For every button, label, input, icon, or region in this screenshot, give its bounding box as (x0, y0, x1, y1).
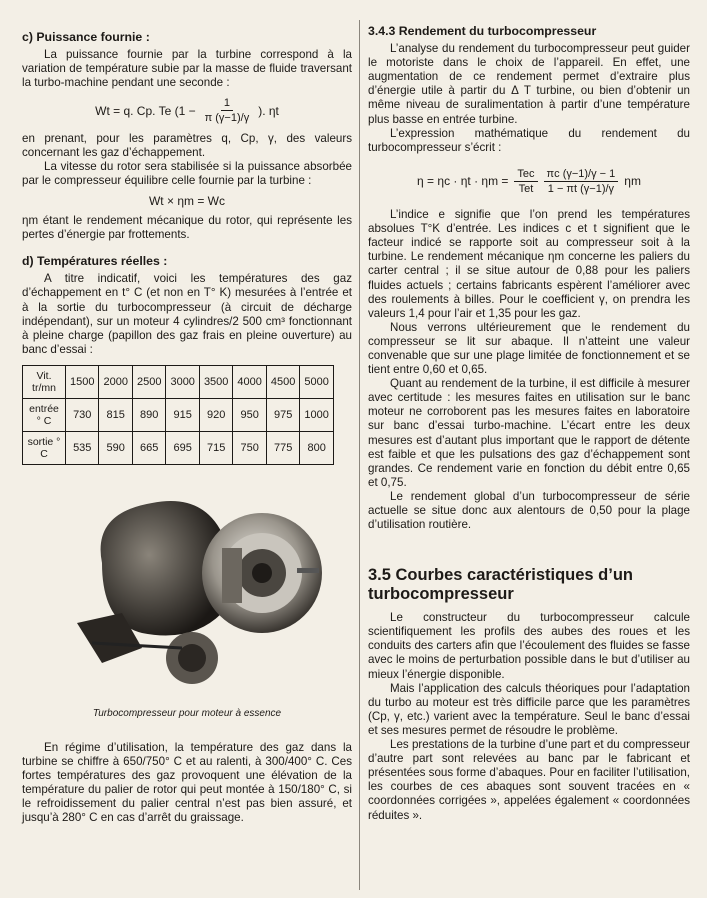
paragraph: Nous verrons ultérieurement que le rendement du compresseur se lit sur abaque. Il n’atteint une valeur convenable que sur une plage limitée de fonctionnement et se tient entre 0,60 et 0,65. (368, 320, 690, 377)
table-cell: 775 (266, 431, 299, 464)
right-column (368, 22, 690, 823)
table-cell: 915 (166, 398, 199, 431)
formula-numerator: πc (γ−1)/γ − 1 (544, 167, 619, 182)
paragraph: L’indice e signifie que l’on prend les températures absolues T°K d’entrée. Les indices c et t signifient que le facteur indicé se rapporte soit au compresseur soit à la turbine. Le rendement mécanique ηm concerne les paliers du carter central ; il se situe autour de 0,88 pour les paliers fluides actuels ; certains fabricants espèrent l’améliorer avec des roulements à billes. Pour le coefficient γ, on prendra les valeurs 1,4 pour l’air et 1,35 pour les gaz. (368, 208, 690, 320)
table-cell: 4000 (233, 365, 266, 398)
table-cell: 750 (233, 431, 266, 464)
turbocharger-photo (72, 473, 322, 703)
formula-fraction (202, 96, 253, 125)
paragraph: L’expression mathématique du rendement du turbocompresseur s’écrit : (368, 126, 690, 154)
paragraph: Les prestations de la turbine d’une part et du compresseur d’autre part sont relevées au banc par le fabricant et présentées sous forme d’abaques. Pour en faciliter l’utilisation, les courbes de ces abaques sont souvent tracées en « coordonnées corrigées », appelées également « coordonnées réduites ». (368, 738, 690, 822)
table-cell: 800 (300, 431, 333, 464)
table-cell: 665 (132, 431, 165, 464)
table-cell: 815 (99, 398, 132, 431)
table-cell: 2500 (132, 365, 165, 398)
paragraph: Le rendement global d’un turbocompresseur de série actuelle se situe donc aux alentours de 0,50 pour la plage d’utilisation routière. (368, 489, 690, 532)
table-cell: 695 (166, 431, 199, 464)
formula-fraction-temp (514, 167, 537, 196)
heading-temperatures: d) Températures réelles : (22, 254, 168, 269)
table-cell: 535 (66, 431, 99, 464)
formula-denominator: Tet (518, 182, 534, 195)
table-header-label: Vit. tr/mn (23, 365, 66, 398)
table-row-label: entrée ° C (23, 398, 66, 431)
table-row (23, 365, 334, 398)
temperature-table (22, 365, 334, 465)
table-cell: 950 (233, 398, 266, 431)
paragraph: La puissance fournie par la turbine correspond à la variation de température subie par la masse de fluide traversant la turbo-machine pendant une seconde : (22, 48, 352, 90)
paragraph: Le constructeur du turbocompresseur calcule scientifiquement les profils des aubes des roues et les conduits des carters afin que l’écoulement des fluides se fasse avec le moins de perturbation possible dans le but d’utiliser au mieux l’énergie disponible. (368, 611, 690, 681)
formula-denominator: 1 − πt (γ−1)/γ (547, 182, 615, 195)
formula-numerator: 1 (221, 96, 233, 111)
table-row (23, 398, 334, 431)
formula-balance: Wt × ηm = Wc (148, 193, 225, 208)
formula-efficiency (368, 167, 690, 196)
table-cell: 5000 (300, 365, 333, 398)
table-cell: 2000 (99, 365, 132, 398)
heading-puissance-fournie: c) Puissance fournie : (22, 30, 150, 44)
table-cell: 1500 (66, 365, 99, 398)
paragraph: ηm étant le rendement mécanique du rotor, qui représente les pertes d’énergie par frottements. (22, 214, 352, 242)
formula-power (22, 96, 352, 125)
heading-rendement: 3.4.3 Rendement du turbocompresseur (368, 24, 597, 38)
table-cell: 1000 (300, 398, 333, 431)
paragraph: En régime d’utilisation, la température des gaz dans la turbine se chiffre à 650/750° C et au ralenti, à 300/400° C. Ces fortes températures des gaz provoquent une élévation de la température du palier de rotor qui peut montée à 150/180° C, si le refroidissement du palier central n’est pas bien assuré, et jusqu’à 280° C en cas d’arrêt du graissage. (22, 740, 352, 825)
table-cell: 3500 (199, 365, 232, 398)
paragraph: La vitesse du rotor sera stabilisée si la puissance absorbée par le compresseur équilibre celle fournie par la turbine : (22, 159, 352, 187)
table-cell: 3000 (166, 365, 199, 398)
formula-lhs: η = ηc · ηt · ηm = (417, 174, 509, 189)
paragraph: L’analyse du rendement du turbocompresseur peut guider le motoriste dans le choix de l’appareil. En effet, une augmentation de ce rendement permet d’extraire plus d’énergie utile à partir du Δ T turbine, ou bien d’obtenir un même niveau de suralimentation à partir d’une température plus basse en entrée turbine. (368, 42, 690, 126)
column-divider (359, 20, 360, 890)
paragraph: A titre indicatif, voici les températures des gaz d’échappement en t° C (et non en T° K) mesurées à l’entrée et à la sortie du turbocompresseur (à circuit de décharge indépendant), sur un moteur 4 cylindres/2 500 cm³ fonctionnant à pleine charge (papillon des gaz frais en pleine ouverture) au banc d’essai : (22, 272, 352, 356)
table-cell: 715 (199, 431, 232, 464)
formula-denominator: π (γ−1)/γ (204, 112, 250, 125)
table-cell: 730 (66, 398, 99, 431)
paragraph: Mais l’application des calculs théoriques pour l’adaptation du turbo au moteur est très difficile parce que les paramètres (Cp, γ, etc.) varient avec la température. Seul le banc d’essai et ses mesures permet de résoudre le problème. (368, 681, 690, 737)
table-cell: 920 (199, 398, 232, 431)
table-cell: 975 (266, 398, 299, 431)
photo-caption: Turbocompresseur pour moteur à essence (92, 707, 282, 719)
paragraph: en prenant, pour les paramètres q, Cp, γ, des valeurs concernant les gaz d’échappement. (22, 131, 352, 159)
formula-fraction-pressure (544, 167, 619, 196)
formula-lhs: Wt = q. Cp. Te (1 − (95, 103, 196, 118)
paragraph: Quant au rendement de la turbine, il est difficile à mesurer avec certitude : les mesures faites en utilisation sur le banc moteur ne corroborent pas les mesures faites en laboratoire sur banc d’essai turbo-machine. L’écart entre les deux mesures est d’autant plus important que le rapport de détente est faible et que les pulsations des gaz d’échappement sont grandes. Ce rendement varie en fonction du débit entre 0,65 et 0,75. (368, 377, 690, 489)
turbocharger-image (72, 473, 322, 703)
table-cell: 4500 (266, 365, 299, 398)
table-cell: 890 (132, 398, 165, 431)
formula-rhs: ). ηt (258, 103, 279, 118)
table-row-label: sortie ° C (23, 431, 66, 464)
formula-numerator: Tec (514, 167, 537, 182)
heading-courbes: 3.5 Courbes caractéristiques d’un turbocompresseur (368, 566, 634, 603)
table-cell: 590 (99, 431, 132, 464)
left-column (22, 22, 352, 826)
table-row (23, 431, 334, 464)
formula-rhs: ηm (624, 174, 641, 189)
